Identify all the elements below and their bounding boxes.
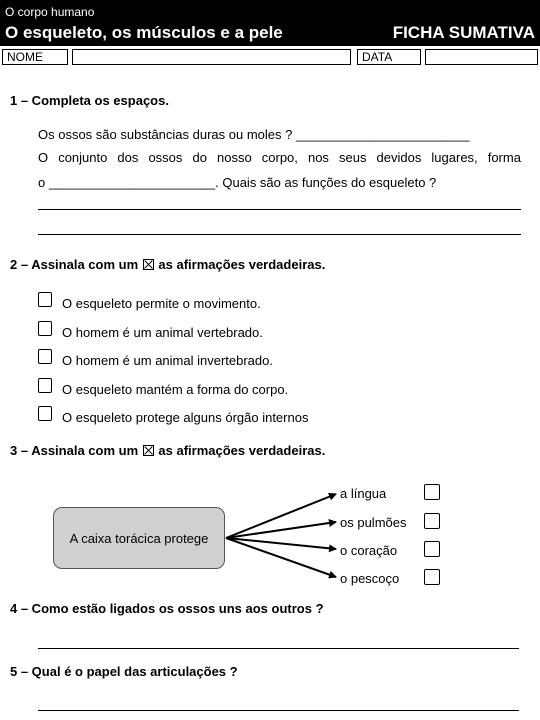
q3-checkbox[interactable] [424, 569, 440, 585]
q2-title-start: 2 – Assinala com um [10, 257, 139, 272]
q5-answer-line[interactable] [38, 710, 519, 711]
q1-line-2-word: O [38, 150, 49, 165]
q3-checkbox[interactable] [424, 484, 440, 500]
name-label: NOME [2, 49, 68, 65]
q1-line-2-word: do [192, 150, 207, 165]
q3-checkbox[interactable] [424, 513, 440, 529]
q1-line-2-word: conjunto [58, 150, 108, 165]
arrow-to-pulmoes [226, 522, 336, 538]
date-label: DATA [357, 49, 421, 65]
q1-line-2-word: ossos [148, 150, 183, 165]
worksheet-topic: O corpo humano [5, 5, 95, 19]
q1-title: 1 – Completa os espaços. [10, 93, 169, 108]
q2-title-end: as afirmações verdadeiras. [158, 257, 326, 272]
q2-statement: O esqueleto mantém a forma do corpo. [62, 382, 289, 397]
q1-line-2-word: nosso [217, 150, 252, 165]
q5-title: 5 – Qual é o papel das articulações ? [10, 664, 238, 679]
q3-source-box: A caixa torácica protege [53, 507, 225, 569]
q3-target-label: o pescoço [340, 571, 400, 586]
q1-line-2-word: lugares, [431, 150, 478, 165]
q3-checkbox[interactable] [424, 541, 440, 557]
q1-line-2-word: seus [339, 150, 367, 165]
q3-title-end: as afirmações verdadeiras. [158, 443, 326, 458]
q2-statement: O esqueleto permite o movimento. [62, 296, 261, 311]
q3-target-label: os pulmões [340, 515, 407, 530]
q1-line-3: o _______________________. Quais são as funções do esqueleto ? [38, 175, 437, 190]
q2-statement: O homem é um animal invertebrado. [62, 353, 273, 368]
q1-line-1: Os ossos são substâncias duras ou moles ? ________________________ [38, 127, 470, 142]
q2-statement: O homem é um animal vertebrado. [62, 325, 263, 340]
q1-line-2-word: dos [117, 150, 139, 165]
q2-statement: O esqueleto protege alguns órgão internos [62, 410, 309, 425]
worksheet-type: FICHA SUMATIVA [392, 23, 535, 42]
q1-line-2-word: forma [487, 150, 521, 165]
q3-target-label: a língua [340, 486, 387, 501]
q4-answer-line[interactable] [38, 648, 519, 649]
q1-line-2-word: nos [307, 150, 329, 165]
q3-target-label: o coração [340, 543, 398, 558]
q1-line-2-word: corpo, [261, 150, 298, 165]
arrow-to-lingua [226, 494, 336, 538]
worksheet-title: O esqueleto, os músculos e a pele [5, 23, 283, 42]
q4-title: 4 – Como estão ligados os ossos uns aos outros ? [10, 601, 324, 616]
q3-title-start: 3 – Assinala com um [10, 443, 139, 458]
q1-line-2-word: devidos [376, 150, 422, 165]
